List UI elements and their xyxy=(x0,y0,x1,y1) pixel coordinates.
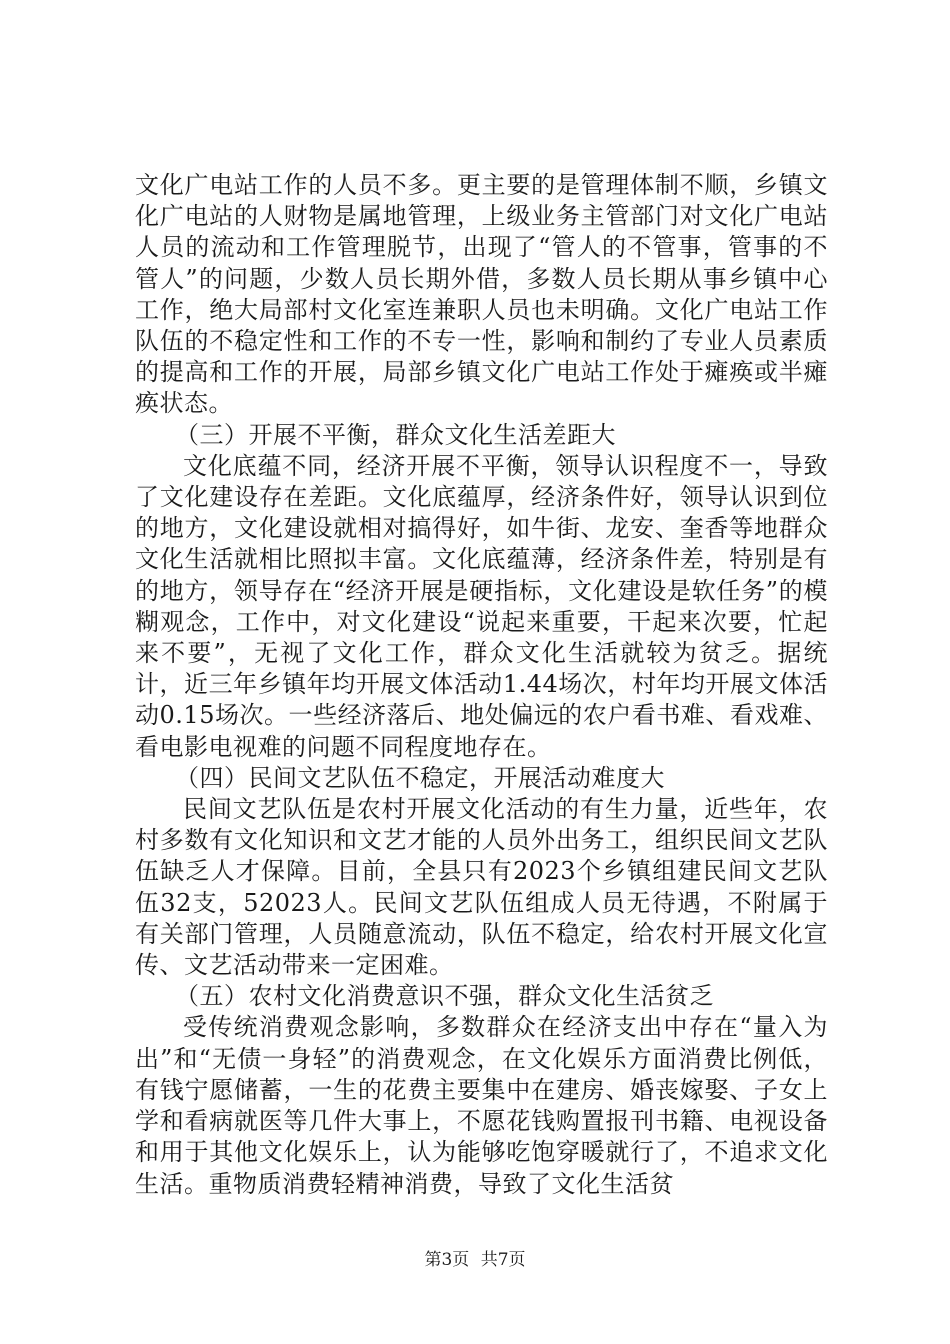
paragraph-section-three: 文化底蕴不同，经济开展不平衡，领导认识程度不一，导致了文化建设存在差距。文化底蕴厚，经济条件好，领导认识到位的地方，文化建设就相对搞得好，如牛街、龙安、奎香等地群众文化生活就相比照拟丰富。文化底蕴薄，经济条件差，特别是有的地方，领导存在“经济开展是硬指标，文化建设是软任务”的模糊观念，工作中，对文化建设“说起来重要，干起来次要，忙起来不要”，无视了文化工作，群众文化生活就较为贫乏。据统计，近三年乡镇年均开展文体活动1.44场次，村年均开展文体活动0.15场次。一些经济落后、地处偏远的农户看书难、看戏难、看电影电视难的问题不同程度地存在。 xyxy=(135,451,828,761)
paragraph-section-four: 民间文艺队伍是农村开展文化活动的有生力量，近些年，农村多数有文化知识和文艺才能的人员外出务工，组织民间文艺队伍缺乏人才保障。目前，全县只有2023个乡镇组建民间文艺队伍32支，52023人。民间文艺队伍组成人员无待遇，不附属于有关部门管理，人员随意流动，队伍不稳定，给农村开展文化宣传、文艺活动带来一定困难。 xyxy=(135,795,828,980)
section-heading-four: （四）民间文艺队伍不稳定，开展活动难度大 xyxy=(175,763,665,792)
page-footer: 第3页 共7页 xyxy=(424,1250,526,1270)
document-body xyxy=(135,170,828,1200)
paragraph-continuation: 文化广电站工作的人员不多。更主要的是管理体制不顺，乡镇文化广电站的人财物是属地管理，上级业务主管部门对文化广电站人员的流动和工作管理脱节，出现了“管人的不管事，管事的不管人”的问题，少数人员长期外借，多数人员长期从事乡镇中心工作，绝大局部村文化室连兼职人员也未明确。文化广电站工作队伍的不稳定性和工作的不专一性，影响和制约了专业人员素质的提高和工作的开展，局部乡镇文化广电站工作处于瘫痪或半瘫痪状态。 xyxy=(135,171,828,418)
section-heading-three: （三）开展不平衡，群众文化生活差距大 xyxy=(175,420,616,449)
section-heading-five: （五）农村文化消费意识不强，群众文化生活贫乏 xyxy=(175,982,714,1011)
paragraph-section-five: 受传统消费观念影响，多数群众在经济支出中存在“量入为出”和“无债一身轻”的消费观念，在文化娱乐方面消费比例低，有钱宁愿储蓄，一生的花费主要集中在建房、婚丧嫁娶、子女上学和看病就医等几件大事上，不愿花钱购置报刊书籍、电视设备和用于其他文化娱乐上，认为能够吃饱穿暖就行了，不追求文化生活。重物质消费轻精神消费，导致了文化生活贫 xyxy=(135,1013,828,1198)
